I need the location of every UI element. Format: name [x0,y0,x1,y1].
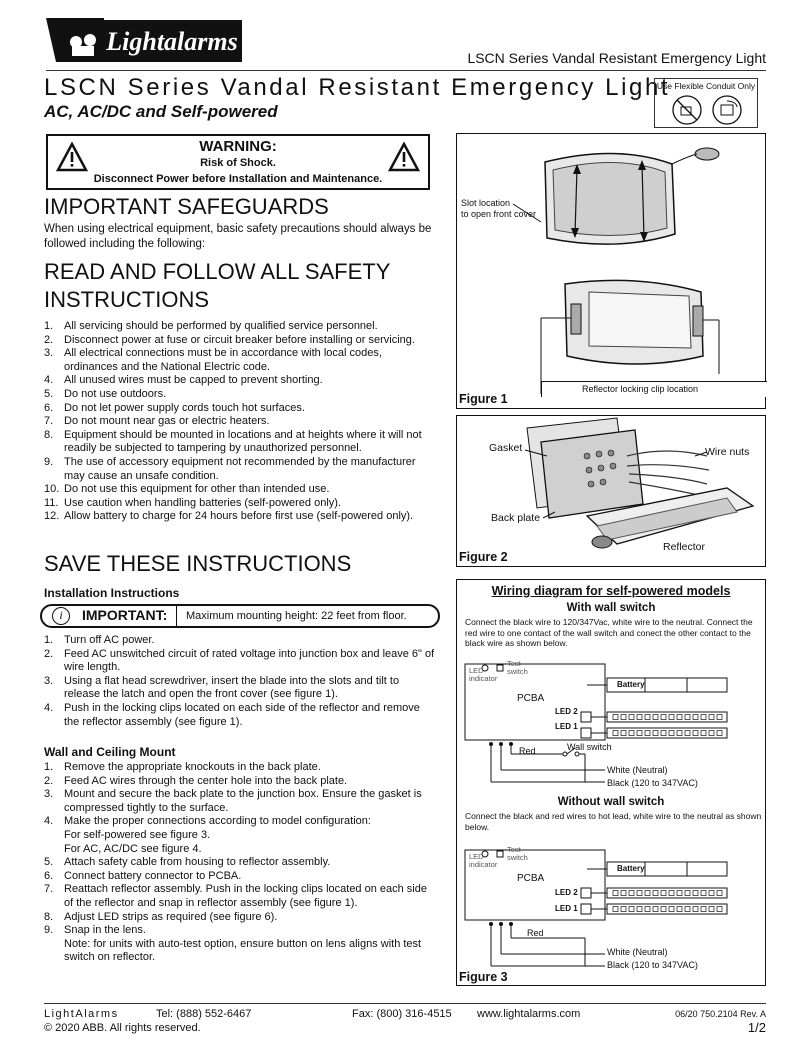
with-switch-heading: With wall switch [566,602,656,614]
led-square [717,907,722,912]
warning-disconnect: Disconnect Power before Installation and Maintenance. [93,173,383,185]
important-divider [176,606,177,626]
list-text: Snap in the lens. [64,924,146,937]
warning-risk: Risk of Shock. [200,157,276,169]
figure-1-label: Figure 1 [459,392,508,406]
figure-1 [456,133,766,409]
list-text: Disconnect power at fuse or circuit breaker before installing or servicing. [64,333,415,346]
info-icon: i [52,607,70,625]
led-indicator-label-b: LED indicator [469,852,498,869]
conduit-notice [654,78,758,128]
list-item [44,634,436,648]
footer-copyright: © 2020 ABB. All rights reserved. [44,1022,201,1034]
slot-callout-1: Slot location [461,198,511,208]
list-text: Do not use outdoors. [64,387,167,400]
list-item [44,815,436,856]
warning-title: WARNING: [199,138,277,155]
installation-list [44,634,436,729]
list-text: Remove the appropriate knockouts in the back plate. [64,761,321,773]
list-number: 9. [44,924,54,937]
back-plate-callout: Back plate [491,512,541,524]
list-subline: For self-powered see figure 3. [64,828,211,841]
led-square [653,891,658,896]
gasket-callout: Gasket [489,442,523,454]
wiring-title: Wiring diagram for self-powered models [491,584,731,598]
list-text: Make the proper connections according to model configuration: [64,815,371,828]
led-square [637,715,642,720]
fixture-illustration [457,134,767,410]
list-number: 7. [44,415,54,428]
list-text: Reattach reflector assembly. Push in the locking clips located on each side of the reflector and snap in reflector assembly (see figure 1). [64,883,427,909]
led-square [677,715,682,720]
led-square [693,715,698,720]
list-item [44,402,436,416]
list-item [44,675,436,702]
list-text: Do not mount near gas or electric heaters. [64,415,270,428]
conduit-label: Use Flexible Conduit Only [656,81,756,91]
figure-3 [456,579,766,986]
list-text: Feed AC unswitched circuit of rated voltage into junction box and leave 6" of wire length. [64,647,435,674]
safety-list [44,320,436,524]
led-square [645,731,650,736]
list-item [44,497,436,511]
wall-switch-label: Wall switch [567,742,612,752]
list-text: Attach safety cable from housing to reflector assembly. [64,856,331,869]
led-square [669,891,674,896]
list-text: Push in the locking clips located on each side of the reflector and remove the reflector assembly (see figure 1). [64,701,420,728]
list-number: 2. [44,774,54,787]
clip-callout: Reflector locking clip location [541,381,767,397]
test-switch-label-a: Test switch [507,659,528,676]
list-text: Turn off AC power. [64,634,155,646]
led-square [645,891,650,896]
list-item [44,775,436,789]
led-square [709,715,714,720]
list-number: 1. [44,320,54,332]
led-square [717,715,722,720]
save-heading: SAVE THESE INSTRUCTIONS [44,551,352,576]
list-number: 4. [44,701,54,714]
lightalarms-logo [46,16,242,64]
list-text: Using a flat head screwdriver, insert the blade into the slots and tilt to release the latch and open the front cover (see figure 1). [64,674,400,701]
footer-company: LightAlarms [44,1008,119,1020]
list-item [44,510,436,524]
led-square [629,891,634,896]
red-label-b: Red [527,928,544,938]
list-number: 4. [44,374,54,387]
led-square [613,731,618,736]
important-text: Maximum mounting height: 22 feet from floor. [186,610,407,622]
led-square [717,731,722,736]
white-label-a: White (Neutral) [607,765,668,775]
list-text: Do not use this equipment for other than intended use. [64,483,330,496]
led1-label-a: LED 1 [555,722,578,731]
footer-tel: Tel: (888) 552-6467 [156,1008,252,1020]
list-item [44,388,436,402]
led-square [701,715,706,720]
wire-nuts-callout: Wire nuts [705,446,750,458]
installation-heading: Installation Instructions [44,586,180,600]
led-square [677,731,682,736]
list-text: The use of accessory equipment not recommended by the manufacturer may cause an unsafe condition. [64,455,416,482]
led-square [637,891,642,896]
led-square [677,907,682,912]
header-series-line: LSCN Series Vandal Resistant Emergency Light [467,50,766,66]
with-switch-description: Connect the black wire to 120/347Vac, white wire to the neutral. Connect the red wire to one contact of the wall switch and conect the other contact to the black wire as shown below. [465,617,753,648]
led-square [701,891,706,896]
led-square [661,891,666,896]
led-square [661,907,666,912]
pcba-label-a: PCBA [517,693,545,704]
read-follow-heading-2: INSTRUCTIONS [44,287,209,312]
led-square [701,731,706,736]
list-number: 12. [44,510,60,523]
safeguards-intro: When using electrical equipment, basic safety precautions should always be followed including the following: [44,223,432,250]
led-square [613,891,618,896]
list-text: Use caution when handling batteries (self-powered only). [64,496,341,509]
list-text: All unused wires must be capped to prevent shorting. [64,374,323,387]
header-divider [46,70,766,71]
led-square [637,731,642,736]
led-square [709,907,714,912]
important-box [40,604,440,628]
led-square [637,907,642,912]
list-text: Allow battery to charge for 24 hours before first use (self-powered only). [64,510,414,523]
footer-divider [44,1003,766,1004]
list-number: 2. [44,333,54,346]
list-number: 11. [44,496,59,509]
list-item [44,883,436,910]
led-square [645,715,650,720]
list-item [44,870,436,884]
footer-page-number: 1/2 [747,1020,766,1035]
led-square [629,731,634,736]
battery-label-b: Battery [617,864,645,873]
without-switch-heading: Without wall switch [557,796,665,808]
led1-label-b: LED 1 [555,904,578,913]
list-number: 3. [44,347,54,360]
warning-box [46,134,430,190]
led2-label-b: LED 2 [555,888,578,897]
list-number: 6. [44,869,54,882]
led-square [653,907,658,912]
list-number: 3. [44,788,54,801]
list-number: 3. [44,674,54,687]
list-number: 10. [44,483,60,496]
battery-label-a: Battery [617,680,645,689]
list-text: Mount and secure the back plate to the junction box. Ensure the gasket is compressed tightly to the surface. [64,788,422,814]
list-subline: For AC, AC/DC see figure 4. [64,842,202,855]
led-square [685,907,690,912]
list-text: Connect battery connector to PCBA. [64,869,242,882]
list-item [44,702,436,729]
list-number: 1. [44,634,54,646]
black-label-b: Black (120 to 347VAC) [607,960,698,970]
test-switch-label-b: Test switch [507,845,528,862]
black-label-a: Black (120 to 347VAC) [607,778,698,788]
list-number: 6. [44,401,54,414]
slot-callout-2: to open front cover [461,209,537,219]
figure-2 [456,415,766,567]
led-square [693,891,698,896]
list-number: 2. [44,647,54,660]
led-square [621,731,626,736]
list-item [44,374,436,388]
led-square [621,715,626,720]
list-text: All servicing should be performed by qualified service personnel. [64,320,378,332]
led-square [685,715,690,720]
svg-text:Lightalarms: Lightalarms [106,27,238,56]
list-item [44,334,436,348]
led-square [701,907,706,912]
led-square [653,731,658,736]
led-square [709,731,714,736]
list-item [44,483,436,497]
list-item [44,648,436,675]
mount-heading: Wall and Ceiling Mount [44,745,176,759]
led-indicator-label-a: LED indicator [469,666,498,683]
list-number: 5. [44,387,54,400]
list-item [44,456,436,483]
list-number: 8. [44,428,54,441]
footer-revision: 06/20 750.2104 Rev. A [675,1009,766,1019]
list-item [44,856,436,870]
list-number: 1. [44,761,54,773]
list-subline: Note: for units with auto-test option, ensure button on lens aligns with test switch on reflector. [64,937,422,964]
led-square [661,715,666,720]
led-square [669,907,674,912]
list-number: 8. [44,910,54,923]
without-switch-description: Connect the black and red wires to hot lead, white wire to the neutral as shown below. [465,811,762,832]
led-square [669,731,674,736]
led-square [653,715,658,720]
led-square [629,907,634,912]
led-square [717,891,722,896]
led2-label-a: LED 2 [555,707,578,716]
pcba-label-b: PCBA [517,873,545,884]
led-square [693,731,698,736]
document-subtitle: AC, AC/DC and Self-powered [44,102,278,121]
list-item [44,429,436,456]
list-number: 7. [44,883,54,896]
list-item [44,347,436,374]
led-square [693,907,698,912]
list-item [44,788,436,815]
led-square [677,891,682,896]
led-square [629,715,634,720]
led-square [621,891,626,896]
figure-2-label: Figure 2 [459,550,508,564]
mount-list [44,761,436,965]
list-text: Equipment should be mounted in locations and at heights where it will not readily be subjected to tampering by unauthorized personnel. [64,428,422,455]
list-number: 4. [44,815,54,828]
document-title: LSCN Series Vandal Resistant Emergency Light [44,74,671,101]
list-item [44,320,436,334]
led-square [645,907,650,912]
list-number: 9. [44,455,54,468]
list-text: Do not let power supply cords touch hot surfaces. [64,401,305,414]
reflector-callout: Reflector [663,541,706,553]
led-square [669,715,674,720]
white-label-b: White (Neutral) [607,947,668,957]
figure-3-label: Figure 3 [459,970,508,984]
led-square [661,731,666,736]
footer-fax: Fax: (800) 316-4515 [352,1008,452,1020]
list-text: Feed AC wires through the center hole into the back plate. [64,774,348,787]
list-item [44,761,436,775]
list-item [44,911,436,925]
safeguards-heading: IMPORTANT SAFEGUARDS [44,194,329,219]
list-item [44,924,436,965]
list-item [44,415,436,429]
list-text: All electrical connections must be in accordance with local codes, ordinances and the National Electric code. [64,347,382,373]
led-square [685,731,690,736]
led-square [709,891,714,896]
read-follow-heading-1: READ AND FOLLOW ALL SAFETY [44,259,391,284]
led-square [613,715,618,720]
footer-website[interactable]: www.lightalarms.com [477,1008,581,1020]
list-number: 5. [44,856,54,869]
led-square [685,891,690,896]
led-square [621,907,626,912]
led-square [613,907,618,912]
important-label: IMPORTANT: [82,607,168,623]
backplate-illustration [457,416,767,568]
red-label-a: Red [519,746,536,756]
list-text: Adjust LED strips as required (see figure 6). [64,910,278,923]
conduit-icons [655,91,759,127]
